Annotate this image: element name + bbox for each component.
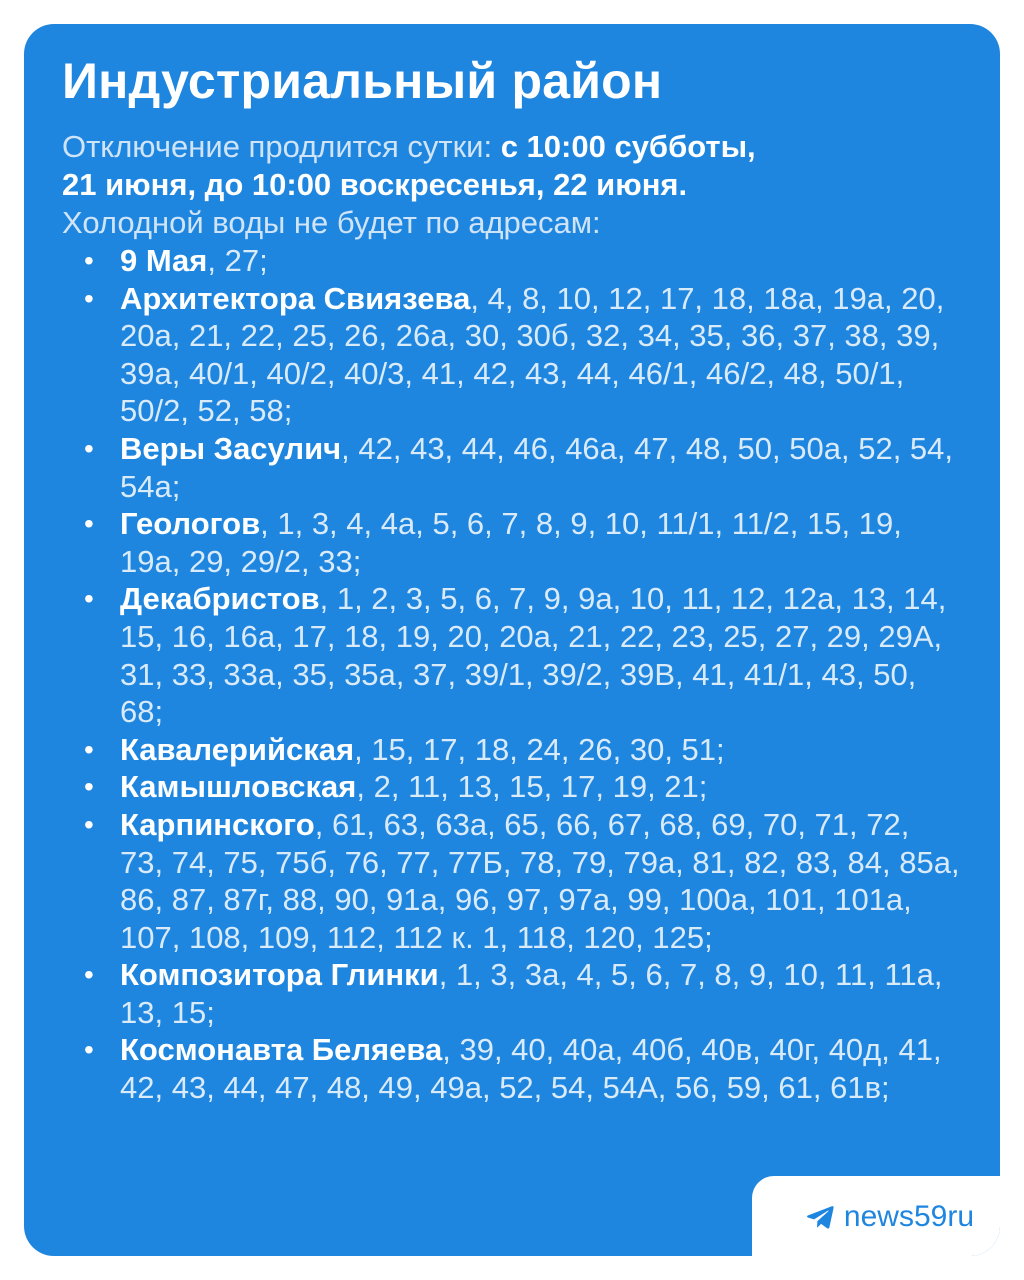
intro-line3-light: Холодной воды не будет по адресам: bbox=[62, 205, 601, 240]
intro-line2-bold: 21 июня, до 10:00 воскресенья, 22 июня. bbox=[62, 167, 688, 202]
list-item bbox=[82, 505, 960, 580]
house-numbers: , 1, 2, 3, 5, 6, 7, 9, 9а, 10, 11, 12, 12а, 13, 14, 15, 16, 16а, 17, 18, 19, 20, 20а, 21, 22, 23, 25, 27, 29, 29А, 31, 33, 33а, 35, 35а, 37, 39/1, 39/2, 39В, 41, 41/1, 43, 50, 68; bbox=[120, 581, 947, 730]
intro-line1-bold: с 10:00 субботы, bbox=[500, 129, 756, 164]
page-title: Индустриальный район bbox=[62, 53, 663, 109]
info-card bbox=[24, 24, 1000, 1256]
brand-logo[interactable] bbox=[806, 1200, 974, 1234]
list-item bbox=[82, 580, 960, 730]
house-numbers: , 15, 17, 18, 24, 26, 30, 51; bbox=[354, 731, 725, 767]
address-list bbox=[62, 242, 960, 1107]
street-name: Композитора Глинки bbox=[120, 957, 439, 993]
house-numbers: , 42, 43, 44, 46, 46а, 47, 48, 50, 50а, 52, 54, 54а; bbox=[120, 430, 954, 504]
house-numbers: , 4, 8, 10, 12, 17, 18, 18а, 19а, 20, 20а, 21, 22, 25, 26, 26а, 30, 30б, 32, 34, 35, 36, 37, 38, 39, 39а, 40/1, 40/2, 40/3, 41, 42, 43, 44, 46/1, 46/2, 48, 50/1, 50/2, 52, 58; bbox=[120, 280, 945, 429]
house-numbers: , 1, 3, 4, 4а, 5, 6, 7, 8, 9, 10, 11/1, 11/2, 15, 19, 19а, 29, 29/2, 33; bbox=[120, 506, 902, 579]
list-item bbox=[82, 1031, 960, 1106]
street-name: Карпинского bbox=[120, 806, 315, 842]
intro-line1-light: Отключение продлится сутки: bbox=[62, 129, 501, 164]
street-name: Веры Засулич bbox=[120, 430, 342, 466]
house-numbers: , 27; bbox=[207, 243, 268, 278]
house-numbers: , 61, 63, 63а, 65, 66, 67, 68, 69, 70, 71, 72, 73, 74, 75, 75б, 76, 77, 77Б, 78, 79, 79а, 81, 82, 83, 84, 85а, 86, 87, 87г, 88, 90, 91а, 96, 97, 97а, 99, 100а, 101, 101а, 107, 108, 109, 112, 112 к. 1, 118, 120, 125; bbox=[120, 806, 960, 955]
list-item bbox=[82, 768, 960, 806]
list-item bbox=[82, 731, 960, 769]
street-name: 9 Мая bbox=[120, 243, 208, 278]
brand-name: news59ru bbox=[843, 1200, 974, 1233]
intro-text bbox=[62, 128, 960, 242]
house-numbers: , 2, 11, 13, 15, 17, 19, 21; bbox=[356, 769, 708, 805]
list-item bbox=[82, 806, 960, 956]
list-item bbox=[82, 280, 960, 430]
street-name: Декабристов bbox=[120, 581, 320, 617]
list-item bbox=[82, 956, 960, 1031]
house-numbers: , 39, 40, 40а, 40б, 40в, 40г, 40д, 41, 42, 43, 44, 47, 48, 49, 49а, 52, 54, 54А, 56, 59, 61, 61в; bbox=[120, 1032, 942, 1106]
street-name: Кавалерийская bbox=[120, 731, 355, 767]
list-item bbox=[82, 430, 960, 505]
list-item bbox=[82, 242, 960, 280]
house-numbers: , 1, 3, 3а, 4, 5, 6, 7, 8, 9, 10, 11, 11а, 13, 15; bbox=[120, 957, 943, 1030]
street-name: Камышловская bbox=[120, 769, 357, 805]
street-name: Архитектора Свиязева bbox=[120, 280, 471, 316]
street-name: Космонавта Беляева bbox=[120, 1032, 443, 1068]
telegram-icon bbox=[806, 1205, 834, 1229]
street-name: Геологов bbox=[120, 506, 261, 542]
